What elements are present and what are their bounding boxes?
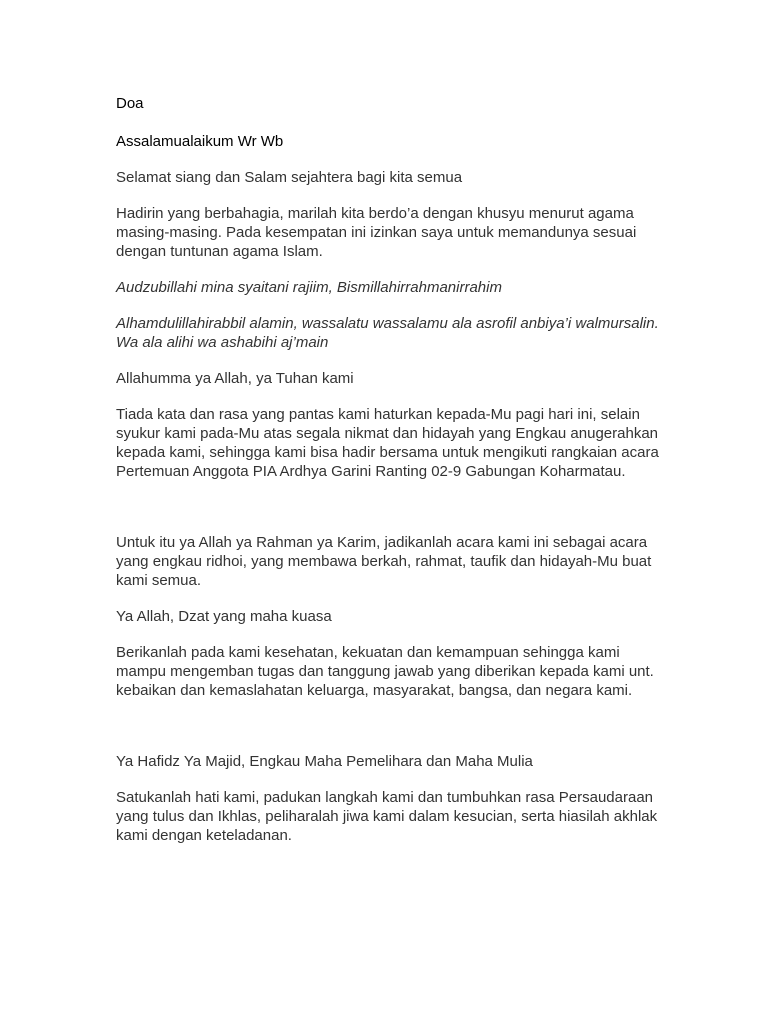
strength-request-paragraph: Berikanlah pada kami kesehatan, kekuatan dan kemampuan sehingga kami mampu mengemban tugas dan tanggung jawab yang diberikan kepada kami unt. kebaikan dan kemaslahatan keluarga, masyarakat, bangsa, dan negara kami. [116,644,654,699]
taawudz-paragraph: Audzubillahi mina syaitani rajiim, Bismillahirrahmanirrahim [116,279,502,296]
paragraph-gap [116,717,661,752]
invitation-paragraph: Hadirin yang berbahagia, marilah kita berdo’a dengan khusyu menurut agama masing-masing. Pada kesempatan ini izinkan saya untuk memandunya sesuai dengan tuntunan agama Islam. [116,205,637,260]
unity-request-paragraph: Satukanlah hati kami, padukan langkah kami dan tumbuhkan rasa Persaudaraan yang tulus dan Ikhlas, peliharalah jiwa kami dalam kesucian, serta hiasilah akhlak kami dengan keteladanan. [116,789,658,844]
greeting-paragraph: Assalamualaikum Wr Wb [116,133,284,150]
gratitude-paragraph: Tiada kata dan rasa yang pantas kami haturkan kepada-Mu pagi hari ini, selain syukur kami pada-Mu atas segala nikmat dan hidayah yang Engkau anugerahkan kepada kami, sehingga kami bisa hadir bersama untuk mengikuti rangkaian acara Pertemuan Anggota PIA Ardhya Garini Ranting 02-9 Gabungan Koharmatau. [116,406,659,480]
invocation-hafidz-paragraph: Ya Hafidz Ya Majid, Engkau Maha Pemelihara dan Maha Mulia [116,753,533,770]
document-body [116,94,661,862]
invocation-paragraph: Allahumma ya Allah, ya Tuhan kami [116,370,354,387]
welcome-paragraph: Selamat siang dan Salam sejahtera bagi kita semua [116,169,463,186]
paragraph-gap [116,498,661,533]
invocation-almighty-paragraph: Ya Allah, Dzat yang maha kuasa [116,608,332,625]
hamdalah-paragraph: Alhamdulillahirabbil alamin, wassalatu wassalamu ala asrofil anbiya’i walmursalin. Wa ala alihi wa ashabihi aj’main [116,315,659,351]
blessing-request-paragraph: Untuk itu ya Allah ya Rahman ya Karim, jadikanlah acara kami ini sebagai acara yang engkau ridhoi, yang membawa berkah, rahmat, taufik dan hidayah-Mu buat kami semua. [116,534,652,589]
document-title: Doa [116,95,144,112]
